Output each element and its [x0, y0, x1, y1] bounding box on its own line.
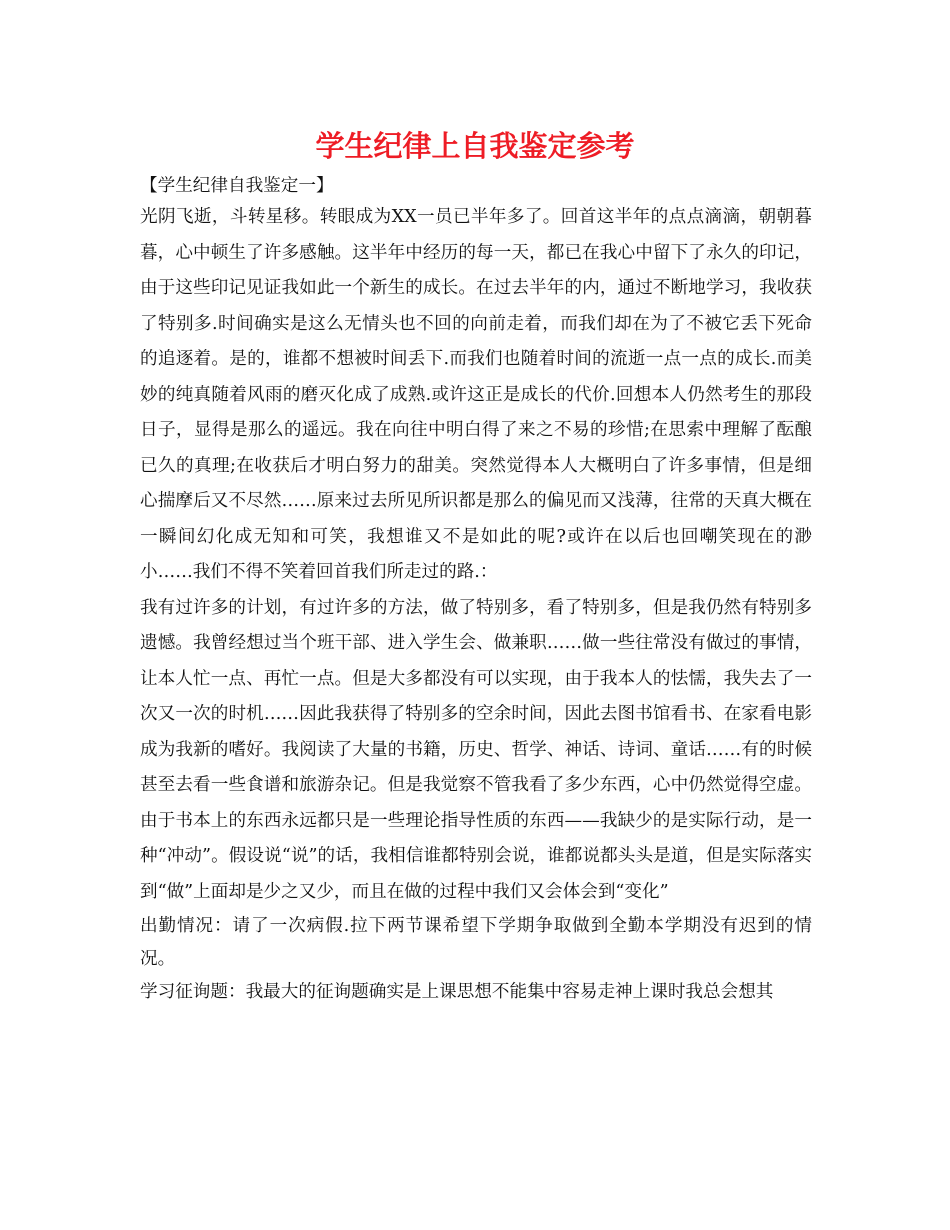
section-heading: 【学生纪律自我鉴定一】 [140, 176, 334, 196]
document-body [140, 172, 812, 1009]
paragraph-plans: 我有过许多的计划，有过许多的方法，做了特别多，看了特别多，但是我仍然有特别多遗憾。我曾经想过当个班干部、进入学生会、做兼职……做一些往常没有做过的事情，让本人忙一点、再忙一点。但是大多都没有可以实现，由于我本人的怯懦，我失去了一次又一次的时机……因此我获得了特别多的空余时间，因此去图书馆看书、在家看电影成为我新的嗜好。我阅读了大量的书籍，历史、哲学、神话、诗词、童话……有的时候甚至去看一些食谱和旅游杂记。但是我觉察不管我看了多少东西，心中仍然觉得空虚。由于书本上的东西永远都只是一些理论指导性质的东西——我缺少的是实际行动，是一种“冲动”。假设说“说”的话，我相信谁都特别会说，谁都说都头头是道，但是实际落实到“做”上面却是少之又少，而且在做的过程中我们又会体会到“变化” [140, 597, 812, 902]
document-title: 学生纪律上自我鉴定参考 [315, 129, 635, 163]
paragraph-study-issues: 学习征询题：我最大的征询题确实是上课思想不能集中容易走神上课时我总会想其 [140, 982, 774, 1002]
paragraph-attendance: 出勤情况：请了一次病假.拉下两节课希望下学期争取做到全勤本学期没有迟到的情况。 [140, 916, 812, 969]
paragraph-reflection: 光阴飞逝，斗转星移。转眼成为XX一员已半年多了。回首这半年的点点滴滴，朝朝暮暮，心中顿生了许多感触。这半年中经历的每一天，都已在我心中留下了永久的印记，由于这些印记见证我如此一个新生的成长。在过去半年的内，通过不断地学习，我收获了特别多.时间确实是这么无情头也不回的向前走着，而我们却在为了不被它丢下死命的追逐着。是的，谁都不想被时间丢下.而我们也随着时间的流逝一点一点的成长.而美妙的纯真随着风雨的磨灭化成了成熟.或许这正是成长的代价.回想本人仍然考生的那段日子，显得是那么的遥远。我在向往中明白得了来之不易的珍惜;在思索中理解了酝酿已久的真理;在收获后才明白努力的甜美。突然觉得本人大概明白了许多事情，但是细心揣摩后又不尽然……原来过去所见所识都是那么的偏见而又浅薄，往常的天真大概在一瞬间幻化成无知和可笑，我想谁又不是如此的呢?或许在以后也回嘲笑现在的渺小……我们不得不笑着回首我们所走过的路.： [140, 207, 812, 582]
